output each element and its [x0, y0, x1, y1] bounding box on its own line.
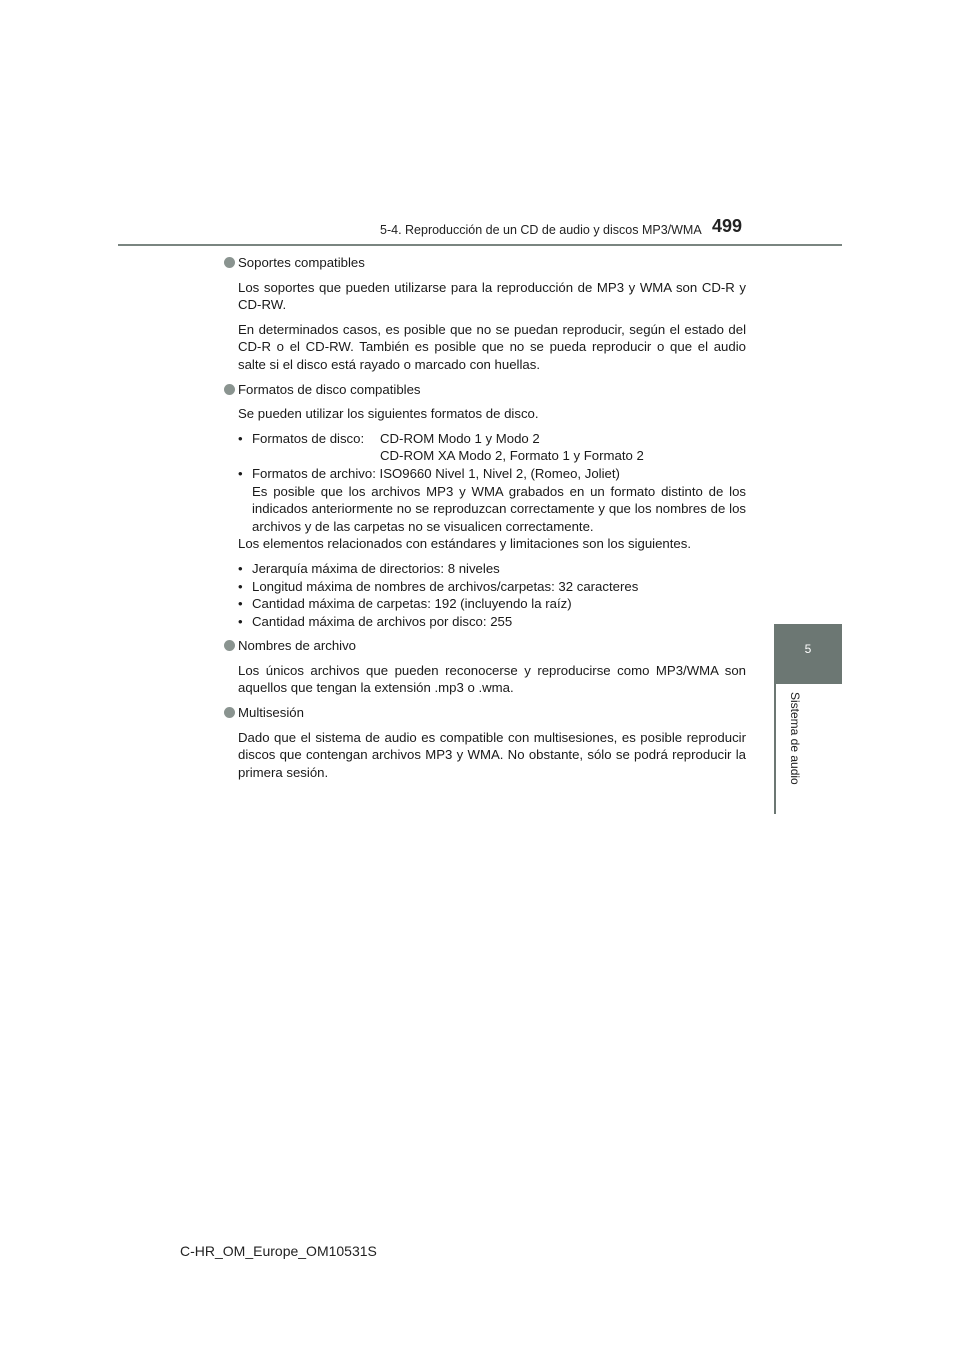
chapter-number: 5	[804, 642, 812, 656]
bullet-icon: •	[238, 465, 243, 481]
chapter-label: Sistema de audio	[788, 692, 802, 785]
header-divider	[118, 244, 842, 246]
section-heading-nombres: Nombres de archivo	[222, 637, 746, 655]
file-format-note: Es posible que los archivos MP3 y WMA grabados en un formato distinto de los indicados anteriormente no se reproduzcan correctamente y que los nombres de los archivos y de las carpetas no se visualicen correctamente.	[252, 483, 746, 534]
file-format-line: Formatos de archivo: ISO9660 Nivel 1, Nivel 2, (Romeo, Joliet)	[252, 465, 620, 481]
list-item: • Cantidad máxima de carpetas: 192 (incluyendo la raíz)	[238, 596, 572, 612]
bullet-circle-icon	[224, 707, 235, 718]
bullet-circle-icon	[224, 384, 235, 395]
paragraph: Los soportes que pueden utilizarse para la reproducción de MP3 y WMA son CD-R y CD-RW.	[238, 279, 746, 313]
disc-format-label: Formatos de disco:	[252, 430, 365, 446]
page-content	[222, 254, 746, 788]
bullet-circle-icon	[224, 257, 235, 268]
list-item	[238, 465, 746, 535]
chapter-tab	[774, 624, 842, 684]
bullet-icon: •	[238, 578, 243, 594]
bullet-circle-icon	[224, 640, 235, 651]
list-item: • Cantidad máxima de archivos por disco: 255	[238, 613, 513, 629]
paragraph: Se pueden utilizar los siguientes formatos de disco.	[238, 406, 539, 422]
list-item: • Jerarquía máxima de directorios: 8 niveles	[238, 560, 500, 576]
bullet-icon: •	[238, 613, 243, 629]
paragraph: En determinados casos, es posible que no se puedan reproducir, según el estado del CD-R o el CD-RW. También es posible que no se pueda reproducir o que el audio salte si el disco está rayado o marcado con huellas.	[238, 321, 746, 372]
chapter-tab-line	[774, 684, 776, 814]
list-item	[238, 430, 746, 465]
paragraph: Dado que el sistema de audio es compatible con multisesiones, es posible reproducir discos que contengan archivos MP3 y WMA. No obstante, sólo se podrá reproducir la primera sesión.	[238, 729, 746, 780]
format-list	[238, 430, 746, 536]
disc-format-value: CD-ROM Modo 1 y Modo 2	[380, 430, 540, 446]
disc-format-value: CD-ROM XA Modo 2, Formato 1 y Formato 2	[380, 448, 644, 464]
section-heading-formatos: Formatos de disco compatibles	[222, 381, 746, 399]
section-header-title: 5-4. Reproducción de un CD de audio y discos MP3/WMA	[380, 223, 702, 237]
section-heading-multisesion: Multisesión	[222, 704, 746, 722]
bullet-icon: •	[238, 596, 243, 612]
page-number: 499	[712, 216, 743, 236]
document-id: C-HR_OM_Europe_OM10531S	[180, 1243, 377, 1259]
list-item: • Longitud máxima de nombres de archivos/carpetas: 32 caracteres	[238, 578, 639, 594]
section-heading-soportes: Soportes compatibles	[222, 254, 746, 272]
bullet-icon: •	[238, 560, 243, 576]
paragraph: Los únicos archivos que pueden reconocerse y reproducirse como MP3/WMA son aquellos que tengan la extensión .mp3 o .wma.	[238, 662, 746, 696]
bullet-icon: •	[238, 430, 243, 446]
limits-list	[238, 560, 746, 630]
paragraph: Los elementos relacionados con estándares y limitaciones son los siguientes.	[238, 536, 692, 552]
